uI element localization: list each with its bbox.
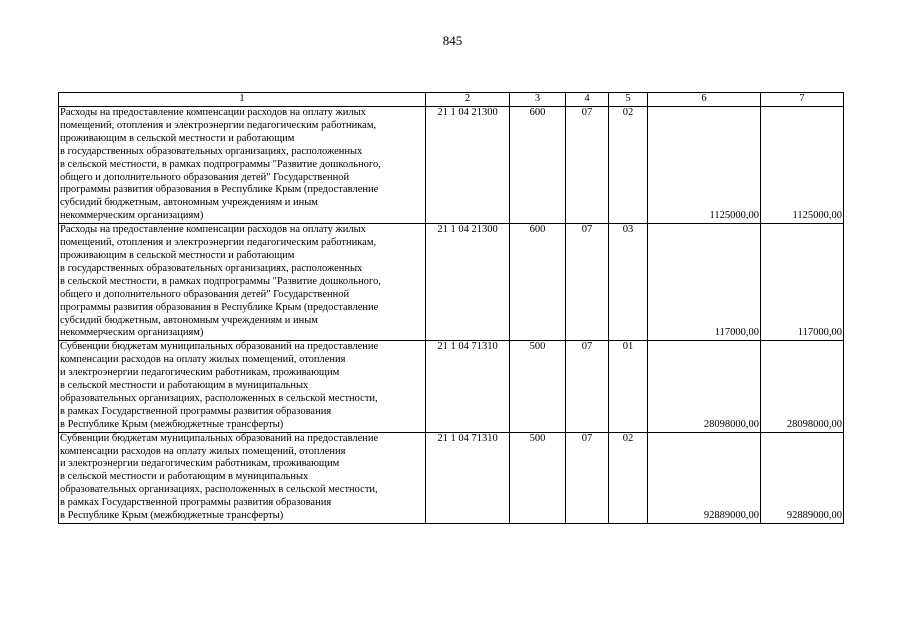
amount-cell: 92889000,00 xyxy=(761,432,844,523)
column-header: 5 xyxy=(609,93,648,107)
section-code: 07 xyxy=(566,341,609,432)
table-row xyxy=(59,341,844,432)
expense-type-code: 600 xyxy=(510,224,566,341)
expense-description: Расходы на предоставление компенсации расходов на оплату жилых помещений, отопления и электроэнергии педагогическим работникам, проживающим в сельской местности и работающим в государственных образовательных организациях, расположенных в сельской местности, в рамках подпрограммы "Развитие дошкольного, общего и дополнительного образования детей" Государственной программы развития образования в Республике Крым (предоставление субсидий бюджетным, автономным учреждениям и иным некоммерческим организациям) xyxy=(59,107,426,224)
amount-cell: 117000,00 xyxy=(761,224,844,341)
expense-type-code: 500 xyxy=(510,341,566,432)
section-code: 07 xyxy=(566,224,609,341)
expense-type-code: 500 xyxy=(510,432,566,523)
amount-cell: 92889000,00 xyxy=(648,432,761,523)
column-header: 7 xyxy=(761,93,844,107)
table-row xyxy=(59,432,844,523)
subsection-code: 03 xyxy=(609,224,648,341)
column-header: 4 xyxy=(566,93,609,107)
table-row xyxy=(59,224,844,341)
section-code: 07 xyxy=(566,432,609,523)
subsection-code: 02 xyxy=(609,107,648,224)
expense-description: Расходы на предоставление компенсации расходов на оплату жилых помещений, отопления и электроэнергии педагогическим работникам, проживающим в сельской местности и работающим в государственных образовательных организациях, расположенных в сельской местности, в рамках подпрограммы "Развитие дошкольного, общего и дополнительного образования детей" Государственной программы развития образования в Республике Крым (предоставление субсидий бюджетным, автономным учреждениям и иным некоммерческим организациям) xyxy=(59,224,426,341)
column-header: 2 xyxy=(426,93,510,107)
amount-cell: 1125000,00 xyxy=(761,107,844,224)
subsection-code: 02 xyxy=(609,432,648,523)
target-article-code: 21 1 04 71310 xyxy=(426,432,510,523)
expense-description: Субвенции бюджетам муниципальных образований на предоставление компенсации расходов на оплату жилых помещений, отопления и электроэнергии педагогическим работникам, проживающим в сельской местности и работающим в муниципальных образовательных организациях, расположенных в сельской местности, в рамках Государственной программы развития образования в Республике Крым (межбюджетные трансферты) xyxy=(59,341,426,432)
subsection-code: 01 xyxy=(609,341,648,432)
target-article-code: 21 1 04 71310 xyxy=(426,341,510,432)
target-article-code: 21 1 04 21300 xyxy=(426,107,510,224)
table-row xyxy=(59,107,844,224)
column-header: 6 xyxy=(648,93,761,107)
amount-cell: 28098000,00 xyxy=(761,341,844,432)
section-code: 07 xyxy=(566,107,609,224)
column-header: 1 xyxy=(59,93,426,107)
amount-cell: 117000,00 xyxy=(648,224,761,341)
expense-description: Субвенции бюджетам муниципальных образований на предоставление компенсации расходов на оплату жилых помещений, отопления и электроэнергии педагогическим работникам, проживающим в сельской местности и работающим в муниципальных образовательных организациях, расположенных в сельской местности, в рамках Государственной программы развития образования в Республике Крым (межбюджетные трансферты) xyxy=(59,432,426,523)
page-number: 845 xyxy=(442,33,463,48)
column-header: 3 xyxy=(510,93,566,107)
budget-table xyxy=(58,92,844,524)
amount-cell: 1125000,00 xyxy=(648,107,761,224)
expense-type-code: 600 xyxy=(510,107,566,224)
target-article-code: 21 1 04 21300 xyxy=(426,224,510,341)
table-header-row xyxy=(59,93,844,107)
amount-cell: 28098000,00 xyxy=(648,341,761,432)
